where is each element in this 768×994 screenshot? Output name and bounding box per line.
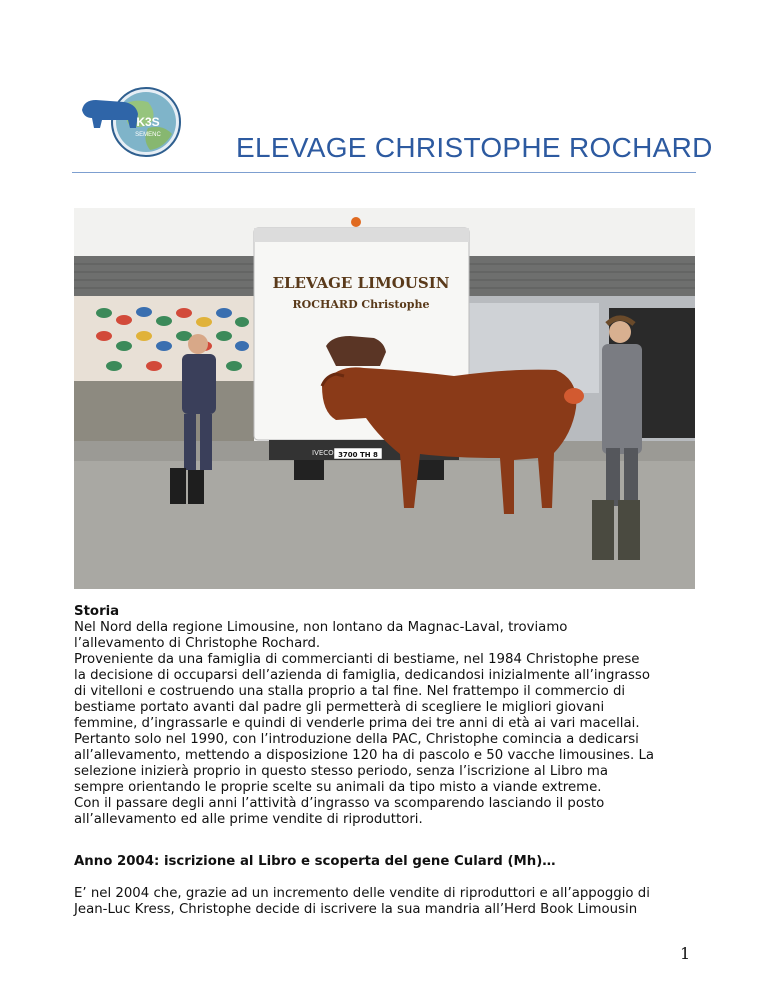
truck-text-line2: ROCHARD Christophe bbox=[292, 298, 430, 311]
section-heading: Anno 2004: iscrizione al Libro e scoperta del gene Culard (Mh)… bbox=[74, 854, 556, 869]
anno-2004-section bbox=[74, 854, 698, 918]
paragraph-line: femmine, d’ingrassarle e quindi di venderle prima dei tre anni di età ai vari macellai. bbox=[74, 716, 640, 731]
paragraph-line: la decisione di occuparsi dell’azienda di famiglia, dedicandosi inizialmente all’ingrasso bbox=[74, 668, 650, 683]
truck-plate: 3700 TH 8 bbox=[338, 451, 378, 459]
company-logo bbox=[78, 84, 188, 160]
truck-text-line1: ELEVAGE LIMOUSIN bbox=[272, 274, 450, 292]
farm-photo bbox=[74, 208, 695, 589]
paragraph-line: all’allevamento, mettendo a disposizione 120 ha di pascolo e 50 vacche limousines. La bbox=[74, 748, 654, 763]
logo-text: K3S bbox=[136, 115, 160, 129]
paragraph-line: l’allevamento di Christophe Rochard. bbox=[74, 636, 321, 651]
paragraph-line: Proveniente da una famiglia di commercianti di bestiame, nel 1984 Christophe prese bbox=[74, 652, 640, 667]
truck-brand: IVECO bbox=[312, 449, 334, 457]
paragraph-line: all’allevamento ed alle prime vendite di riproduttori. bbox=[74, 812, 423, 827]
storia-section bbox=[74, 604, 698, 828]
logo-subtext: SEMENC bbox=[135, 132, 161, 138]
paragraph-line: E’ nel 2004 che, grazie ad un incremento delle vendite di riproduttori e all’appoggio di bbox=[74, 886, 650, 901]
title-divider bbox=[72, 172, 696, 173]
paragraph-line: Pertanto solo nel 1990, con l’introduzione della PAC, Christophe comincia a dedicarsi bbox=[74, 732, 639, 747]
paragraph-line: Con il passare degli anni l’attività d’ingrasso va scomparendo lasciando il posto bbox=[74, 796, 605, 811]
paragraph-line: Jean-Luc Kress, Christophe decide di iscrivere la sua mandria all’Herd Book Limousin bbox=[74, 902, 638, 917]
paragraph-line: bestiame portato avanti dal padre gli permetterà di scegliere le migliori giovani bbox=[74, 700, 605, 715]
page-title: ELEVAGE CHRISTOPHE ROCHARD bbox=[236, 132, 713, 163]
section-heading: Storia bbox=[74, 604, 120, 619]
paragraph-line: Nel Nord della regione Limousine, non lontano da Magnac-Laval, troviamo bbox=[74, 620, 568, 635]
paragraph-line: di vitelloni e costruendo una stalla proprio a tal fine. Nel frattempo il commercio di bbox=[74, 684, 626, 699]
paragraph-line: sempre orientando le proprie scelte su animali da tipo misto a viande extreme. bbox=[74, 780, 602, 795]
page-number: 1 bbox=[680, 944, 691, 963]
paragraph-line: selezione inizierà proprio in questo stesso periodo, senza l’iscrizione al Libro ma bbox=[74, 764, 609, 779]
spacer bbox=[74, 870, 698, 886]
